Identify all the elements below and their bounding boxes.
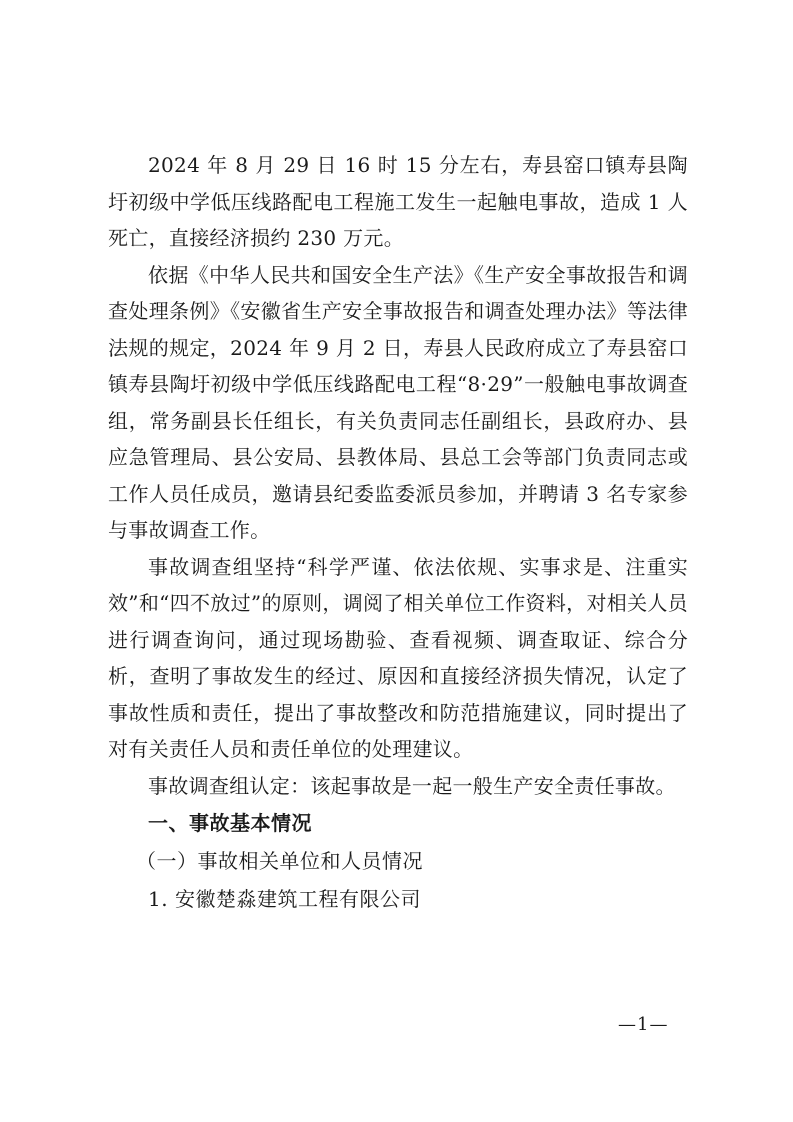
paragraph-accident-summary: 2024 年 8 月 29 日 16 时 15 分左右，寿县窑口镇寿县陶圩初级中学低压线路配电工程施工发生一起触电事故，造成 1 人死亡，直接经济损约 230 万元。 [108,153,688,250]
page-number: —1— [618,1014,669,1035]
paragraph-accident-determination: 事故调查组认定：该起事故是一起一般生产安全责任事故。 [148,773,676,798]
document-body [108,147,688,918]
paragraph-investigation-basis: 依据《中华人民共和国安全生产法》《生产安全事故报告和调查处理条例》《安徽省生产安全事故报告和调查处理办法》等法律法规的规定，2024 年 9 月 2 日，寿县人民政府成立了寿县窑口镇寿县陶圩初级中学低压线路配电工程“8·29”一般触电事故调查组，常务副县长任组长，有关负责同志任副组长，县政府办、县应急管理局、县公安局、县教体局、县总工会等部门负责同志或工作人员任成员，邀请县纪委监委派员参加，并聘请 3 名专家参与事故调查工作。 [108,262,688,542]
section-heading-basic-info: 一、事故基本情况 [148,811,312,835]
item-heading-company: 1. 安徽楚淼建筑工程有限公司 [148,887,421,911]
subsection-heading-units-personnel: （一）事故相关单位和人员情况 [136,849,423,873]
paragraph-investigation-principles: 事故调查组坚持“科学严谨、依法依规、实事求是、注重实效”和“四不放过”的原则，调阅了相关单位工作资料，对相关人员进行调查询问，通过现场勘验、查看视频、调查取证、综合分析，查明了事故发生的经过、原因和直接经济损失情况，认定了事故性质和责任，提出了事故整改和防范措施建议，同时提出了对有关责任人员和责任单位的处理建议。 [108,554,688,761]
